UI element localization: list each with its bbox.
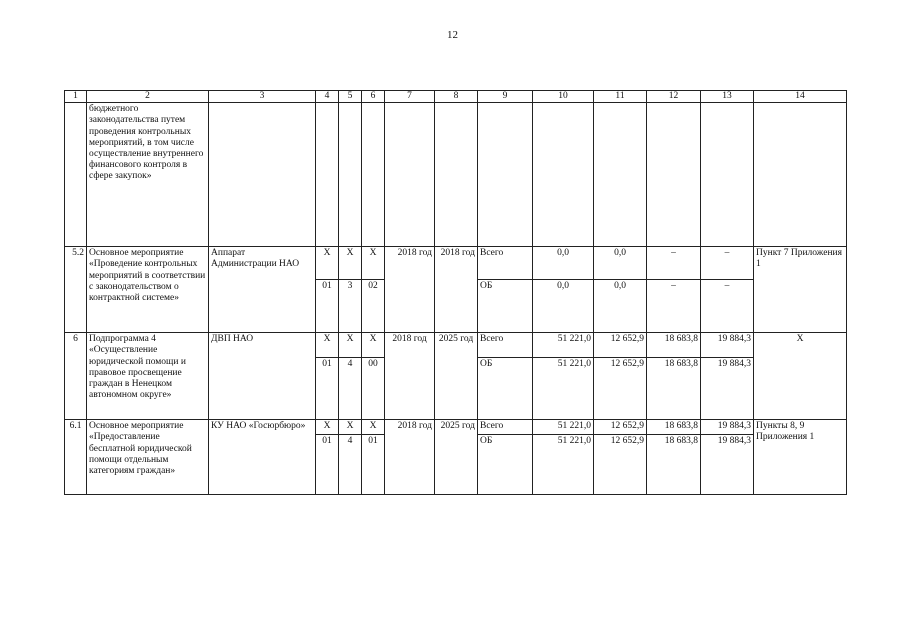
column-header: 4 [316, 91, 339, 103]
executor-cell: КУ НАО «Госюрбюро» [209, 420, 316, 495]
value-cell: 19 884,3 [701, 333, 754, 358]
code-cell: 00 [362, 358, 385, 420]
code-cell: 4 [339, 435, 362, 495]
column-header: 9 [478, 91, 533, 103]
code-cell: 3 [339, 280, 362, 333]
code-cell: Х [316, 420, 339, 435]
column-header: 7 [385, 91, 435, 103]
code-cell: 01 [316, 280, 339, 333]
column-header: 8 [435, 91, 478, 103]
code-cell: Х [316, 333, 339, 358]
note-cell: Пункты 8, 9 Приложения 1 [754, 420, 847, 495]
code-cell: 02 [362, 280, 385, 333]
code-cell: Х [339, 247, 362, 280]
value-cell: 51 221,0 [533, 333, 594, 358]
value-cell: 0,0 [533, 247, 594, 280]
value-cell: – [647, 247, 701, 280]
page-number: 12 [447, 29, 458, 41]
measure-name-cell: бюджетного законодательства путем проведения контрольных мероприятий, в том числе осуществление внутреннего финансового контроля в сфере закупок» [87, 103, 209, 247]
value-cell: 18 683,8 [647, 333, 701, 358]
row-number: 5.2 [65, 247, 87, 333]
column-header: 3 [209, 91, 316, 103]
value-cell: 0,0 [594, 247, 647, 280]
value-cell: 18 683,8 [647, 435, 701, 495]
source-cell: Всего [478, 333, 533, 358]
value-cell: 18 683,8 [647, 358, 701, 420]
code-cell: 01 [316, 435, 339, 495]
source-cell: ОБ [478, 435, 533, 495]
column-header: 12 [647, 91, 701, 103]
row-number: 6 [65, 333, 87, 420]
source-cell: Всего [478, 247, 533, 280]
column-header: 1 [65, 91, 87, 103]
value-cell: 19 884,3 [701, 435, 754, 495]
column-header: 6 [362, 91, 385, 103]
value-cell: 12 652,9 [594, 435, 647, 495]
code-cell: Х [339, 333, 362, 358]
table-row-continuation [65, 103, 847, 247]
column-header: 10 [533, 91, 594, 103]
code-cell: Х [362, 333, 385, 358]
start-year-cell: 2018 год [385, 420, 435, 495]
value-cell: 12 652,9 [594, 333, 647, 358]
start-year-cell: 2018 год [385, 247, 435, 333]
source-cell: Всего [478, 420, 533, 435]
table-row [65, 333, 847, 358]
value-cell: 19 884,3 [701, 420, 754, 435]
value-cell: – [701, 247, 754, 280]
column-header: 14 [754, 91, 847, 103]
program-table [64, 90, 847, 495]
value-cell: 51 221,0 [533, 435, 594, 495]
value-cell: 51 221,0 [533, 358, 594, 420]
code-cell: 01 [316, 358, 339, 420]
column-number-row [65, 91, 847, 103]
value-cell: 0,0 [533, 280, 594, 333]
value-cell: 0,0 [594, 280, 647, 333]
start-year-cell: 2018 год [385, 333, 435, 420]
code-cell: 01 [362, 435, 385, 495]
code-cell: Х [339, 420, 362, 435]
source-cell: ОБ [478, 358, 533, 420]
column-header: 13 [701, 91, 754, 103]
end-year-cell: 2018 год [435, 247, 478, 333]
column-header: 5 [339, 91, 362, 103]
executor-cell: Аппарат Администрации НАО [209, 247, 316, 333]
code-cell: Х [362, 420, 385, 435]
value-cell: 18 683,8 [647, 420, 701, 435]
table-row [65, 247, 847, 280]
value-cell: 19 884,3 [701, 358, 754, 420]
row-number: 6.1 [65, 420, 87, 495]
measure-name-cell: Основное мероприятие «Проведение контрольных мероприятий в соответствии с законодательством о контрактной системе» [87, 247, 209, 333]
code-cell: 4 [339, 358, 362, 420]
source-cell: ОБ [478, 280, 533, 333]
measure-name-cell: Основное мероприятие «Предоставление бесплатной юридической помощи отдельным категориям граждан» [87, 420, 209, 495]
value-cell: 51 221,0 [533, 420, 594, 435]
value-cell: 12 652,9 [594, 420, 647, 435]
code-cell: Х [316, 247, 339, 280]
column-header: 11 [594, 91, 647, 103]
end-year-cell: 2025 год [435, 420, 478, 495]
value-cell: 12 652,9 [594, 358, 647, 420]
measure-name-cell: Подпрограмма 4 «Осуществление юридической помощи и правовое просвещение граждан в Ненецком автономном округе» [87, 333, 209, 420]
code-cell: Х [362, 247, 385, 280]
value-cell: – [701, 280, 754, 333]
value-cell: – [647, 280, 701, 333]
table-row [65, 420, 847, 435]
note-cell: Х [754, 333, 847, 420]
note-cell: Пункт 7 Приложения 1 [754, 247, 847, 333]
column-header: 2 [87, 91, 209, 103]
executor-cell: ДВП НАО [209, 333, 316, 420]
end-year-cell: 2025 год [435, 333, 478, 420]
